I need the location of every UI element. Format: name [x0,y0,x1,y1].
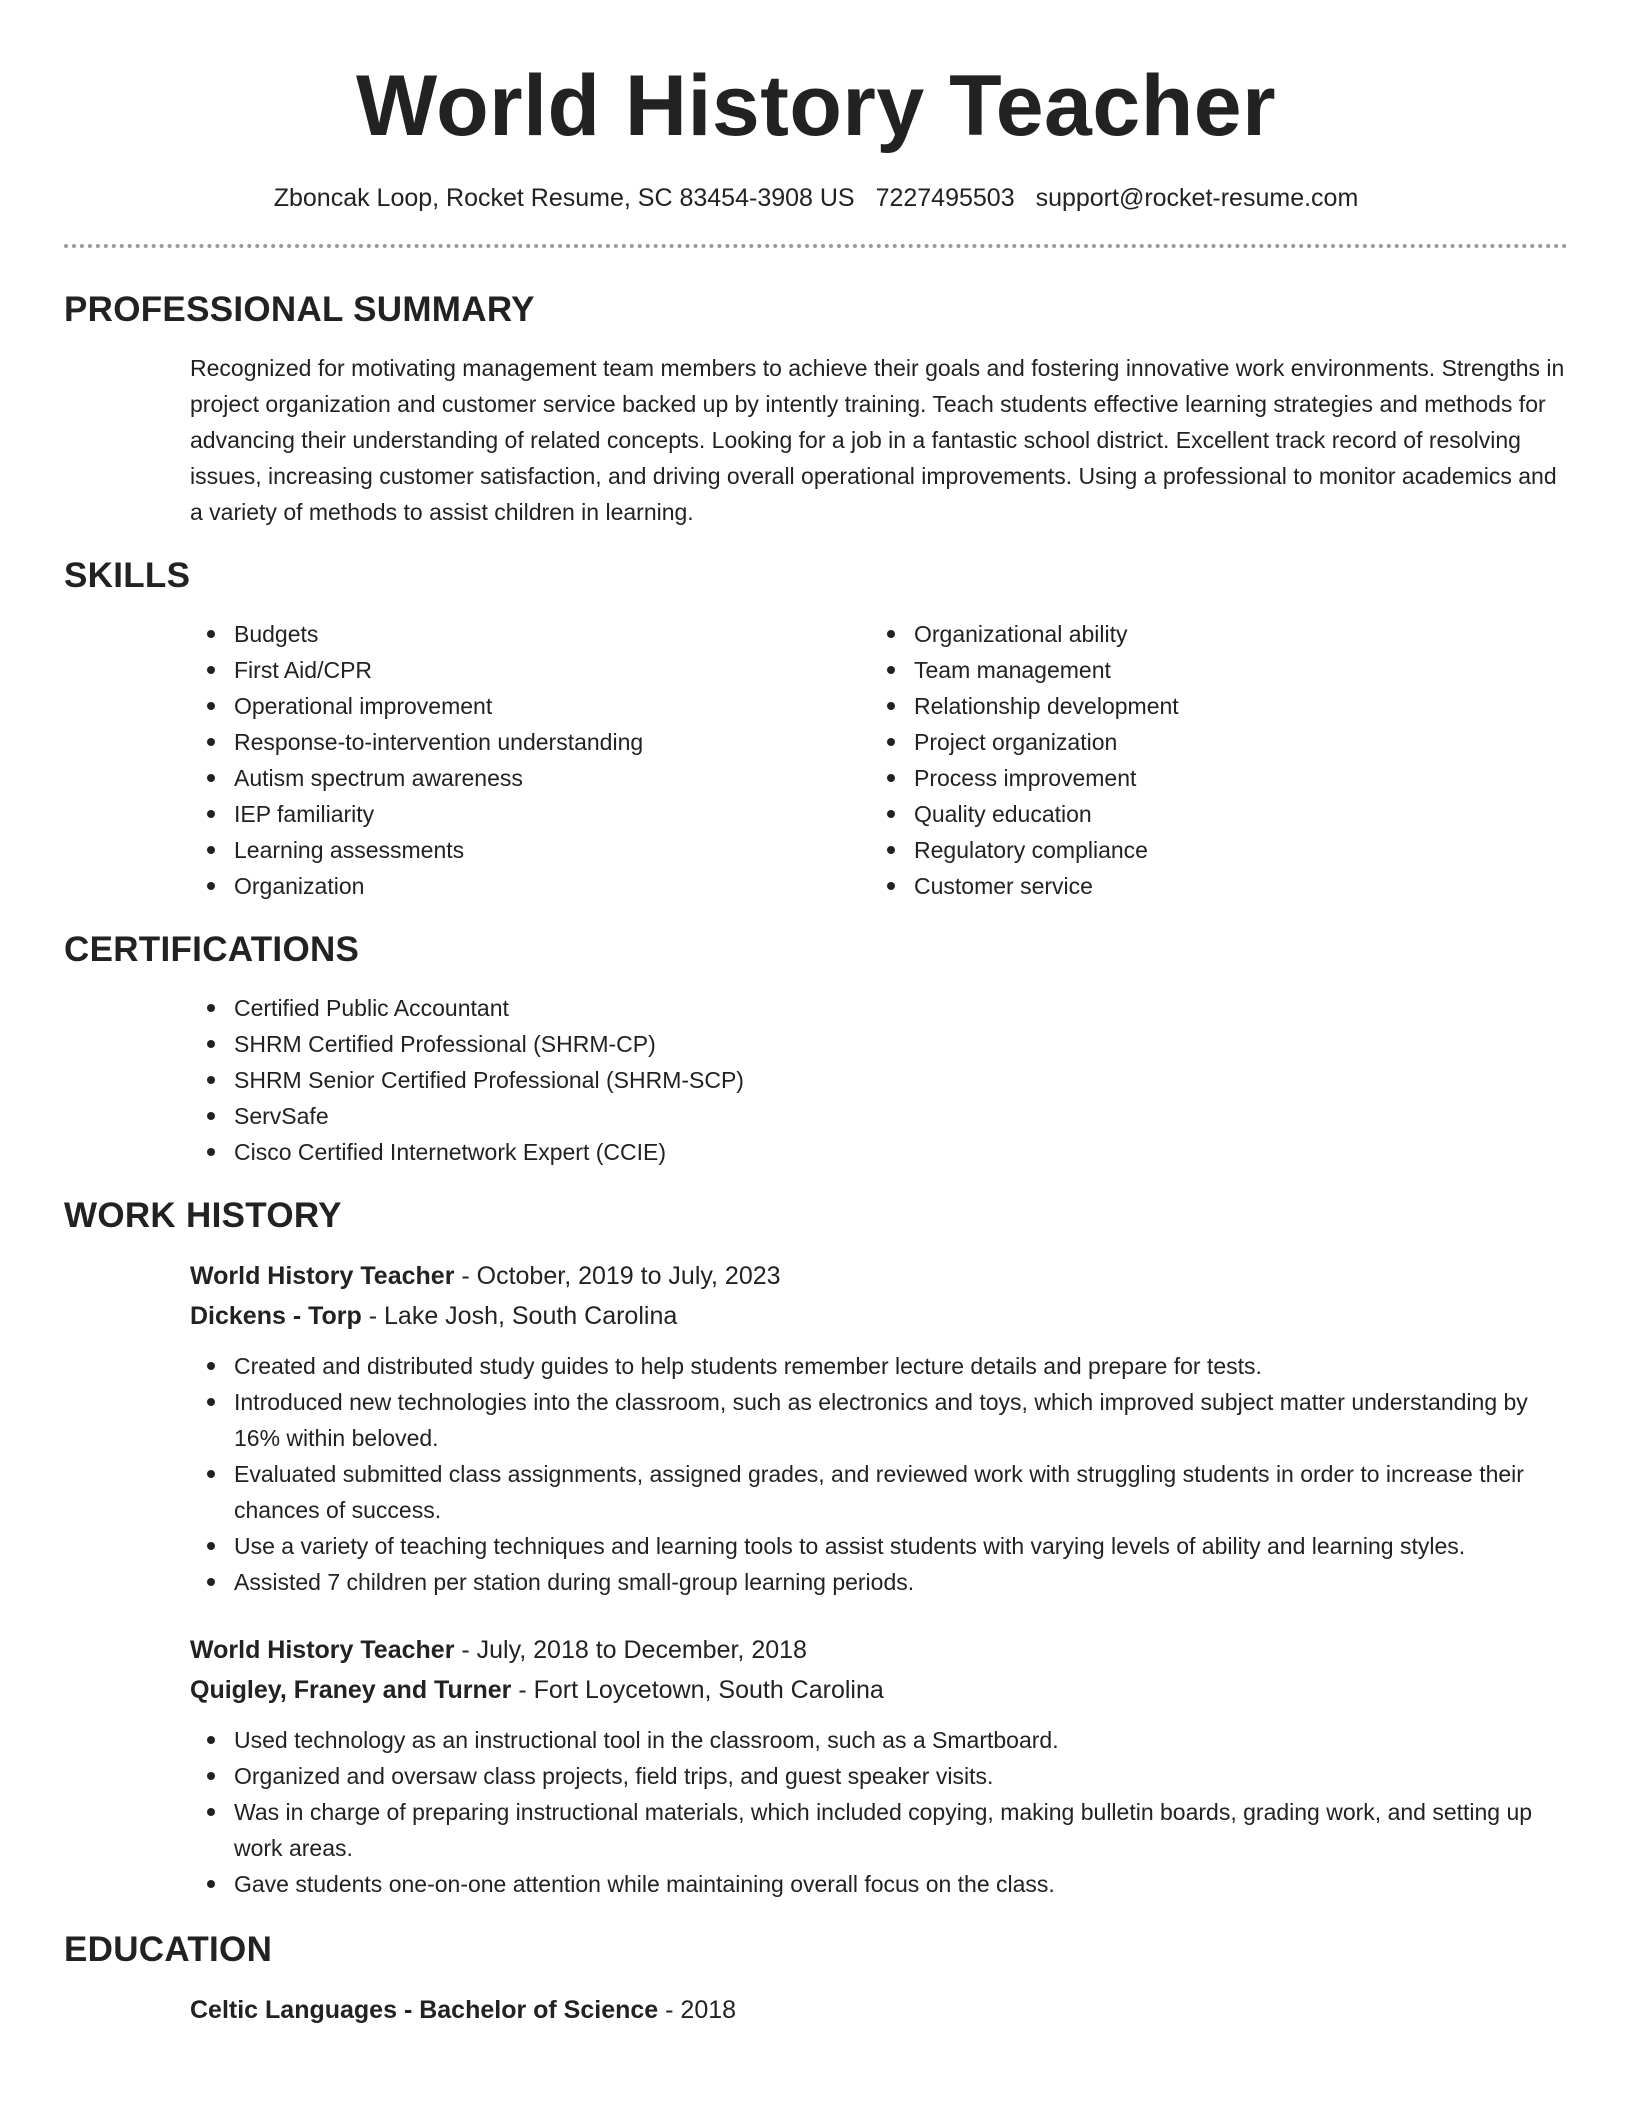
skill-item: Quality education [870,796,1550,832]
skill-item: Organizational ability [870,616,1550,652]
section-title-certifications: CERTIFICATIONS [64,930,360,969]
skills-column-right [870,616,1550,904]
skill-item: Organization [190,868,870,904]
job-duty-item: Organized and oversaw class projects, field trips, and guest speaker visits. [190,1758,1568,1794]
job-location: - Lake Josh, South Carolina [361,1302,678,1330]
job-company-line [190,1296,1568,1336]
skill-item: Response-to-intervention understanding [190,724,870,760]
header-divider [64,244,1568,248]
skill-item: Operational improvement [190,688,870,724]
job-dates: - October, 2019 to July, 2023 [454,1262,781,1290]
job-title-line [190,1630,1568,1670]
job-duty-item: Used technology as an instructional tool in the classroom, such as a Smartboard. [190,1722,1568,1758]
certification-item: ServSafe [190,1098,1568,1134]
education-year: - 2018 [658,1996,737,2024]
certification-item: SHRM Senior Certified Professional (SHRM-SCP) [190,1062,1568,1098]
section-title-work-history: WORK HISTORY [64,1196,342,1235]
certification-item: Certified Public Accountant [190,990,1568,1026]
job-role: World History Teacher [190,1636,455,1664]
skill-item: Learning assessments [190,832,870,868]
certification-item: Cisco Certified Internetwork Expert (CCIE) [190,1134,1568,1170]
education-degree: Celtic Languages - Bachelor of Science [190,1996,659,2024]
skill-item: Regulatory compliance [870,832,1550,868]
section-title-skills: SKILLS [64,556,191,595]
section-title-education: EDUCATION [64,1930,273,1969]
job-location: - Fort Loycetown, South Carolina [511,1676,884,1704]
education-entry [190,1990,1568,2030]
resume-page [64,0,1568,2030]
section-title-summary: PROFESSIONAL SUMMARY [64,290,535,329]
job-duty-item: Evaluated submitted class assignments, assigned grades, and reviewed work with struggling students in order to increase their chances of success. [190,1456,1568,1528]
contact-phone: 7227495503 [875,184,1015,212]
job-duty-item: Introduced new technologies into the classroom, such as electronics and toys, which improved subject matter understanding by 16% within beloved. [190,1384,1568,1456]
skills-column-left [190,616,870,904]
job-duty-item: Was in charge of preparing instructional materials, which included copying, making bulletin boards, grading work, and setting up work areas. [190,1794,1568,1866]
job-duties [190,1348,1568,1600]
job-duty-item: Assisted 7 children per station during small-group learning periods. [190,1564,1568,1600]
job-dates: - July, 2018 to December, 2018 [454,1636,807,1664]
job-company: Dickens - Torp [190,1302,362,1330]
skill-item: IEP familiarity [190,796,870,832]
skills-list [190,616,1568,904]
job-company: Quigley, Franey and Turner [190,1676,512,1704]
job-duty-item: Use a variety of teaching techniques and learning tools to assist students with varying levels of ability and learning styles. [190,1528,1568,1564]
job-duty-item: Gave students one-on-one attention while maintaining overall focus on the class. [190,1866,1568,1902]
skill-item: Team management [870,652,1550,688]
skill-item: First Aid/CPR [190,652,870,688]
skill-item: Customer service [870,868,1550,904]
skill-item: Budgets [190,616,870,652]
certifications-list [190,990,1568,1170]
summary-text: Recognized for motivating management team members to achieve their goals and fostering innovative work environments. Strengths in project organization and customer service backed up by intently training. Teach students effective learning strategies and methods for advancing their understanding of related concepts. Looking for a job in a fantastic school district. Excellent track record of resolving issues, increasing customer satisfaction, and driving overall operational improvements. Using a professional to monitor academics and a variety of methods to assist children in learning. [190,355,1565,525]
contact-line [64,182,1568,214]
job-company-line [190,1670,1568,1710]
contact-email: support@rocket-resume.com [1035,184,1359,212]
certification-item: SHRM Certified Professional (SHRM-CP) [190,1026,1568,1062]
job-title-line [190,1256,1568,1296]
skill-item: Autism spectrum awareness [190,760,870,796]
job-duty-item: Created and distributed study guides to help students remember lecture details and prepare for tests. [190,1348,1568,1384]
job-entry [190,1256,1568,1600]
skill-item: Process improvement [870,760,1550,796]
skill-item: Relationship development [870,688,1550,724]
contact-address: Zboncak Loop, Rocket Resume, SC 83454-3908 US [273,184,855,212]
resume-name: World History Teacher [355,58,1277,154]
job-role: World History Teacher [190,1262,455,1290]
job-entry [190,1630,1568,1902]
job-duties [190,1722,1568,1902]
skill-item: Project organization [870,724,1550,760]
